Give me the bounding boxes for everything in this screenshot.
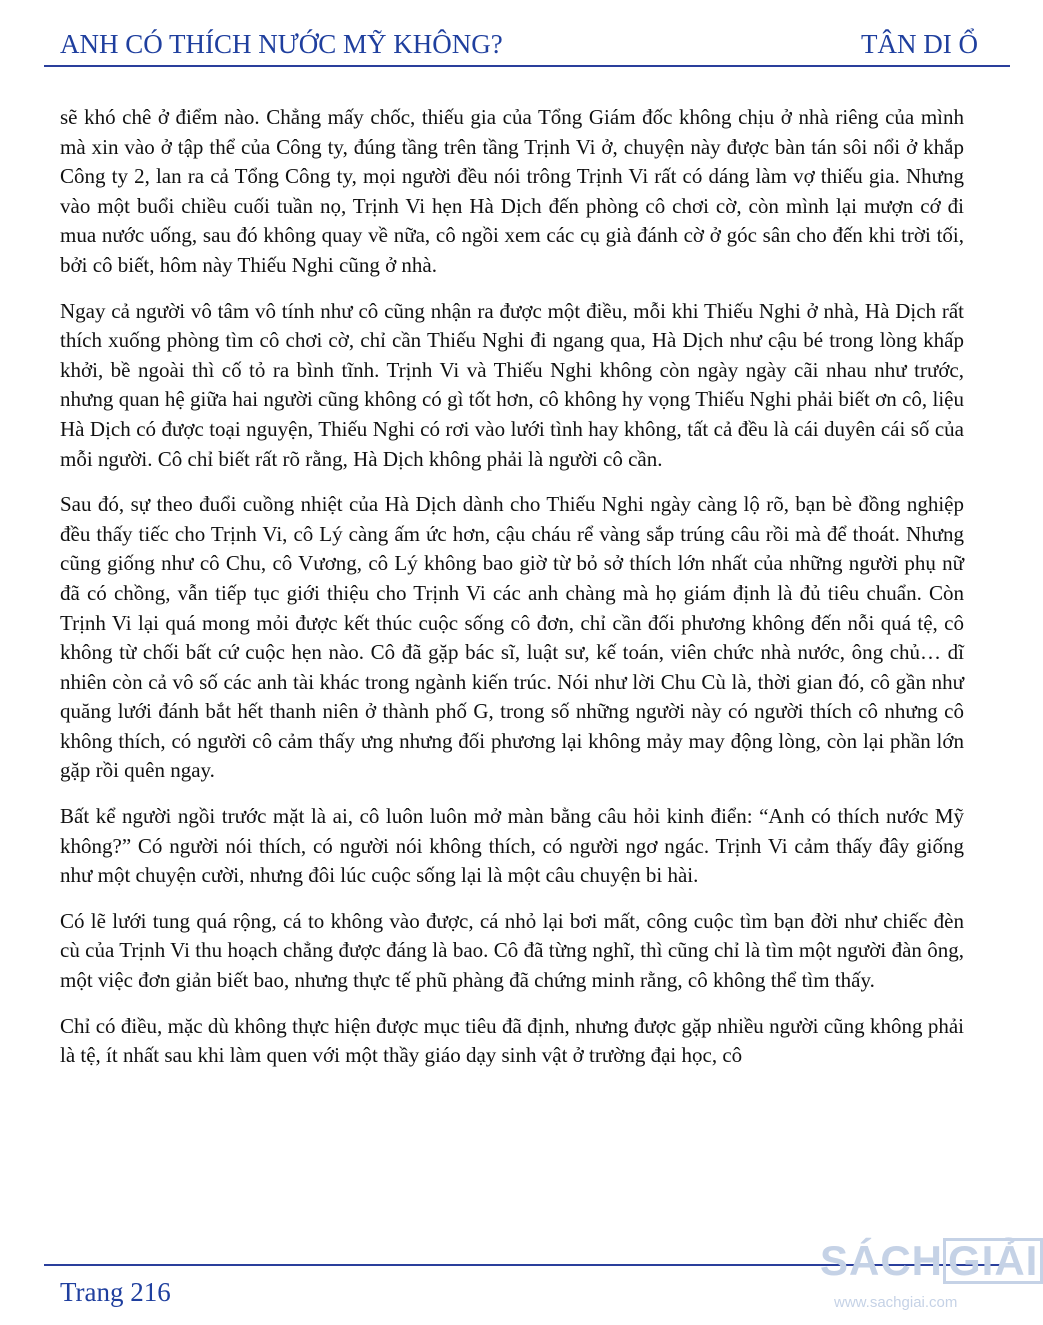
page-body <box>60 103 964 1087</box>
paragraph-1: sẽ khó chê ở điểm nào. Chẳng mấy chốc, thiếu gia của Tổng Giám đốc không chịu ở nhà riêng của mình mà xin vào ở tập thể của Công ty, đúng tầng trên tầng Trịnh Vi ở, chuyện này được bàn tán sôi nổi ở khắp Công ty 2, lan ra cả Tổng Công ty, mọi người đều nói trông Trịnh Vi rất có dáng làm vợ thiếu gia. Nhưng vào một buổi chiều cuối tuần nọ, Trịnh Vi hẹn Hà Dịch đến phòng cô chơi cờ, còn mình lại mượn cớ đi mua nước uống, sau đó không quay về nữa, cô ngồi xem các cụ già đánh cờ ở góc sân cho đến khi trời tối, bởi cô biết, hôm này Thiếu Nghi cũng ở nhà. <box>60 105 964 277</box>
book-title: ANH CÓ THÍCH NƯỚC MỸ KHÔNG? <box>60 29 503 59</box>
watermark-wordmark <box>820 1236 1043 1286</box>
watermark-text-part2: GIẢI <box>943 1238 1043 1284</box>
watermark-url: www.sachgiai.com <box>834 1294 958 1311</box>
paragraph-3: Sau đó, sự theo đuổi cuồng nhiệt của Hà Dịch dành cho Thiếu Nghi ngày càng lộ rõ, bạn bè đồng nghiệp đều thấy tiếc cho Trịnh Vi, cô Lý càng ấm ức hơn, cậu cháu rể vàng sắp trúng câu rồi mà để thoát. Nhưng cũng giống như cô Chu, cô Vương, cô Lý không bao giờ từ bỏ sở thích lớn nhất của những người phụ nữ đã có chồng, vẫn tiếp tục giới thiệu cho Trịnh Vi các anh chàng mà họ giám định là đủ tiêu chuẩn. Còn Trịnh Vi lại quá mong mỏi được kết thúc cuộc sống cô đơn, chỉ cần đối phương không đến nỗi quá tệ, cô không từ chối bất cứ cuộc hẹn nào. Cô đã gặp bác sĩ, luật sư, kế toán, viên chức nhà nước, ông chủ… dĩ nhiên còn cả vô số các anh tài khác trong ngành kiến trúc. Nói như lời Chu Cù là, thời gian đó, cô gần như quăng lưới đánh bắt hết thanh niên ở thành phố G, trong số những người này có người thích cô nhưng cô không thích, có người cô cảm thấy ưng nhưng đối phương lại không mảy may động lòng, còn lại phần lớn gặp rồi quên ngay. <box>60 492 964 783</box>
sachgiai-watermark-logo <box>820 1226 1039 1321</box>
page-header <box>60 20 978 62</box>
watermark-text-part1: SÁCH <box>820 1237 944 1284</box>
paragraph-6: Chỉ có điều, mặc dù không thực hiện được mục tiêu đã định, nhưng được gặp nhiều người cũng không phải là tệ, ít nhất sau khi làm quen với một thầy giáo dạy sinh vật ở trường đại học, cô <box>60 1013 964 1068</box>
paragraph-5: Có lẽ lưới tung quá rộng, cá to không vào được, cá nhỏ lại bơi mất, công cuộc tìm bạn đời như chiếc đèn cù của Trịnh Vi thu hoạch chẳng được đáng là bao. Cô đã từng nghĩ, thì cũng chỉ là tìm một người đàn ông, một việc đơn giản biết bao, nhưng thực tế phũ phàng đã chứng minh rằng, cô không thể tìm thấy. <box>60 908 964 993</box>
paragraph-2: Ngay cả người vô tâm vô tính như cô cũng nhận ra được một điều, mỗi khi Thiếu Nghi ở nhà, Hà Dịch rất thích xuống phòng tìm cô chơi cờ, chỉ cần Thiếu Nghi đi ngang qua, Hà Dịch như cậu bé trong lòng khấp khởi, bề ngoài thì cố tỏ ra bình tĩnh. Trịnh Vi và Thiếu Nghi không còn ngày ngày cãi nhau như trước, nhưng quan hệ giữa hai người cũng không có gì tốt hơn, cô không hy vọng Thiếu Nghi phải biết ơn cô, liệu Hà Dịch có được toại nguyện, Thiếu Nghi có rơi vào lưới tình hay không, tất cả đều là cái duyên cái số của mỗi người. Cô chỉ biết rất rõ rằng, Hà Dịch không phải là người cô cần. <box>60 298 964 471</box>
header-divider <box>44 65 1010 67</box>
author-name: TÂN DI Ổ <box>861 29 978 59</box>
paragraph-4: Bất kể người ngồi trước mặt là ai, cô luôn luôn mở màn bằng câu hỏi kinh điển: “Anh có thích nước Mỹ không?” Có người nói thích, có người nói không thích, có người ngơ ngác. Trịnh Vi cảm thấy đây giống như một chuyện cười, nhưng đôi lúc cuộc sống lại là một câu chuyện bi hài. <box>60 804 964 888</box>
page-number: Trang 216 <box>60 1277 171 1307</box>
